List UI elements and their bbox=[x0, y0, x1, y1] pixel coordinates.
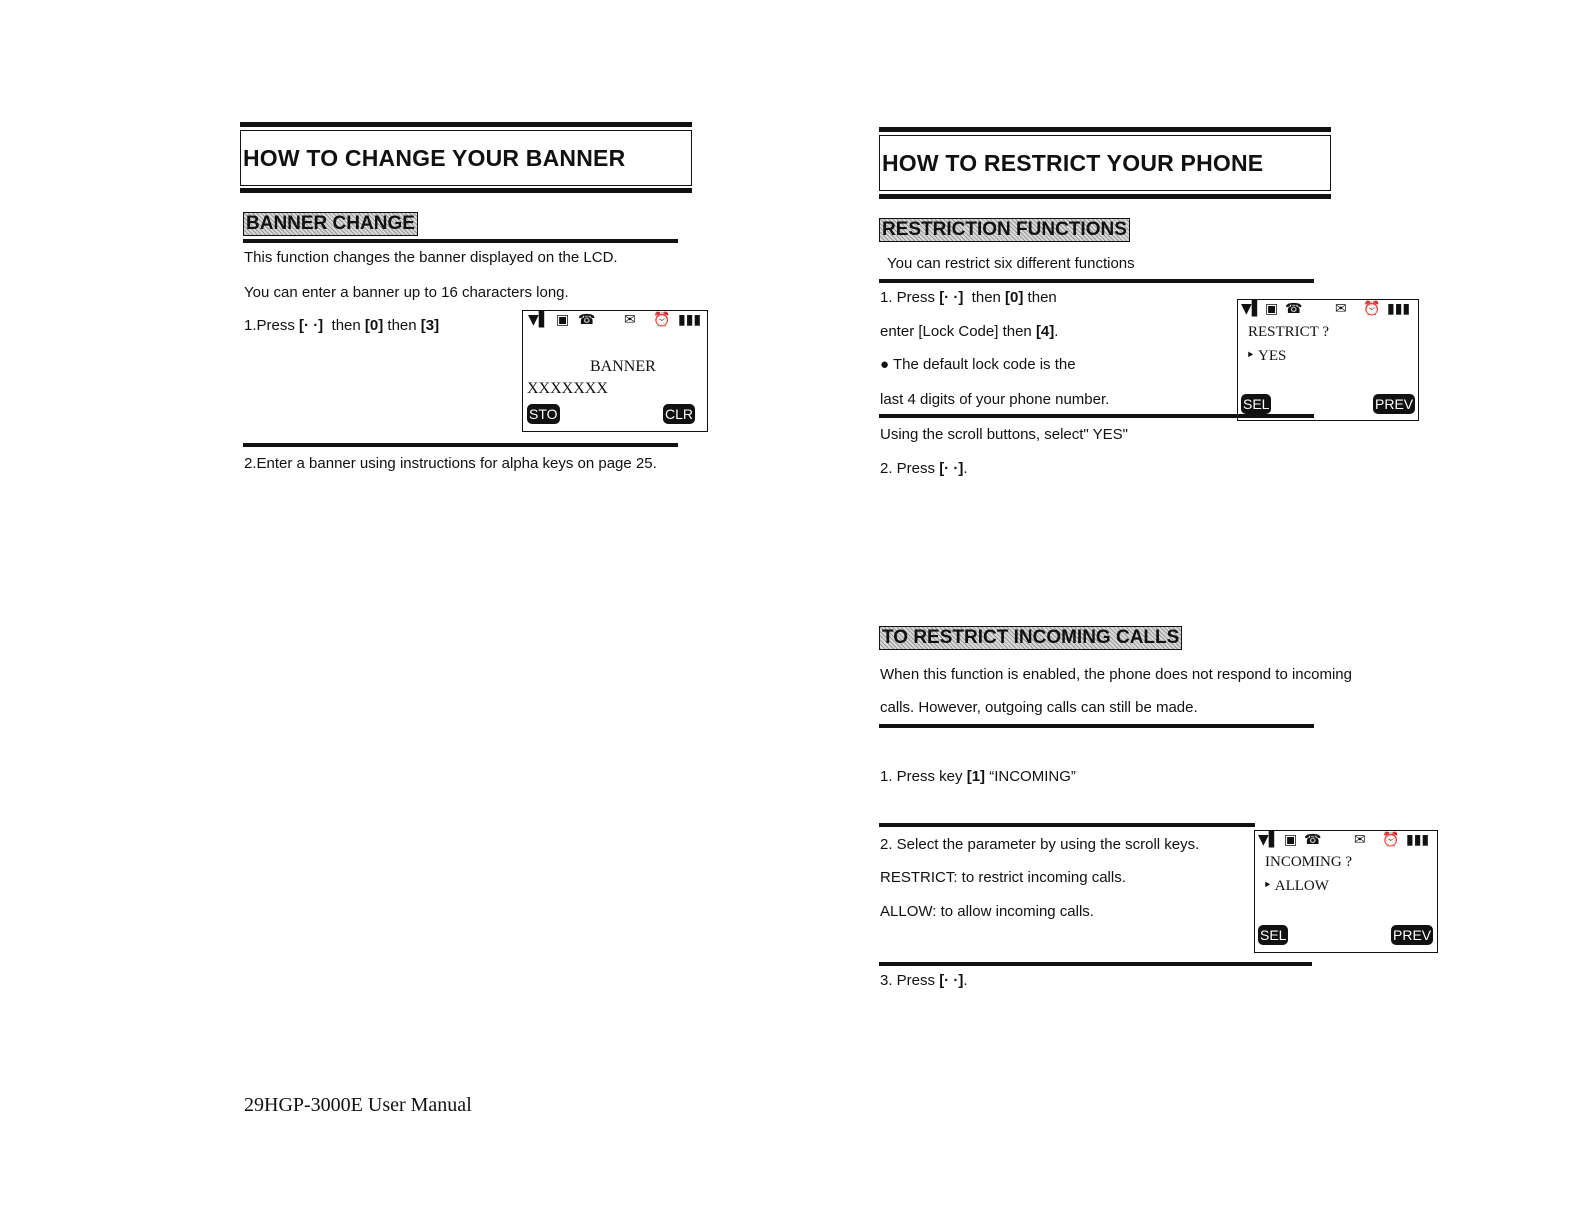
softkey-sel: SEL bbox=[1260, 927, 1287, 943]
phone-icon: ☎ bbox=[1304, 832, 1322, 848]
incoming-step3-text: 3. Press bbox=[880, 972, 940, 989]
softkey-clr: CLR bbox=[665, 406, 694, 422]
phone-icon: ☎ bbox=[1285, 301, 1303, 317]
lcd-line-2: ‣ YES bbox=[1246, 348, 1287, 364]
phone-icon: ☎ bbox=[578, 312, 596, 328]
restrict-step1-text-a: 1. Press bbox=[880, 289, 940, 306]
key-menu: [· ·] bbox=[939, 289, 964, 306]
signal-icon: ▼▌ bbox=[1258, 832, 1280, 848]
roaming-icon: ▣ bbox=[1284, 832, 1298, 848]
incoming-step3 bbox=[880, 972, 968, 989]
footer-manual-title: 29HGP-3000E User Manual bbox=[244, 1094, 472, 1116]
lcd-line-2: XXXXXXX bbox=[527, 380, 608, 397]
key-3: [3] bbox=[420, 317, 440, 334]
scroll-note: Using the scroll buttons, select" YES" bbox=[880, 426, 1128, 443]
roaming-icon: ▣ bbox=[556, 312, 570, 328]
key-menu: [· ·] bbox=[299, 317, 324, 334]
title-top-rule bbox=[879, 127, 1331, 132]
step-1-text-a: 1.Press bbox=[244, 317, 300, 334]
section1-rule bbox=[879, 279, 1314, 283]
title-bottom-rule bbox=[879, 194, 1331, 199]
lcd-display-incoming bbox=[1254, 830, 1438, 953]
roaming-icon: ▣ bbox=[1265, 301, 1279, 317]
step-1-text-b: then bbox=[323, 317, 365, 334]
softkey-sel: SEL bbox=[1243, 396, 1270, 412]
lcd-status-bar bbox=[1241, 301, 1415, 319]
lcd-status-bar bbox=[526, 312, 704, 330]
step-rule bbox=[243, 443, 678, 447]
section2-rule bbox=[879, 724, 1314, 728]
alarm-icon: ⏰ bbox=[653, 312, 671, 328]
battery-icon: ▮▮▮ bbox=[1387, 301, 1411, 317]
restrict-step1-text-c: then bbox=[1023, 289, 1057, 306]
lcd-status-bar bbox=[1258, 832, 1434, 850]
section-heading-banner-change: BANNER CHANGE bbox=[243, 212, 418, 236]
key-0: [0] bbox=[1005, 289, 1024, 306]
battery-icon: ▮▮▮ bbox=[678, 312, 702, 328]
page-title-banner-text: HOW TO CHANGE YOUR BANNER bbox=[243, 144, 626, 171]
restrict-step1-line2 bbox=[880, 323, 1058, 340]
alarm-icon: ⏰ bbox=[1363, 301, 1381, 317]
intro-line-1: This function changes the banner displayed on the LCD. bbox=[244, 249, 618, 266]
signal-icon: ▼▌ bbox=[528, 312, 550, 328]
key-menu: [· ·] bbox=[939, 460, 964, 477]
intro-line-2: You can enter a banner up to 16 characters long. bbox=[244, 284, 569, 301]
key-0: [0] bbox=[364, 317, 384, 334]
envelope-icon: ✉ bbox=[1354, 832, 1366, 848]
restrict-step2 bbox=[880, 460, 968, 477]
step-1 bbox=[244, 317, 439, 334]
restrict-step1-line2-text: enter [Lock Code] then bbox=[880, 323, 1036, 340]
page-title-restrict-text: HOW TO RESTRICT YOUR PHONE bbox=[882, 149, 1264, 176]
step-2: 2.Enter a banner using instructions for alpha keys on page 25. bbox=[244, 455, 657, 472]
title-top-rule bbox=[240, 122, 692, 127]
restrict-step1-text-b: then bbox=[963, 289, 1006, 306]
section-rule bbox=[243, 239, 678, 243]
page-title-banner bbox=[240, 130, 692, 186]
softkey-sto: STO bbox=[529, 406, 558, 422]
restrict-step2-end: . bbox=[963, 460, 968, 477]
lcd-display-restrict bbox=[1237, 299, 1419, 421]
softkey-prev: PREV bbox=[1375, 396, 1414, 412]
step1-rule bbox=[879, 414, 1314, 418]
section2-line1: When this function is enabled, the phone does not respond to incoming bbox=[880, 666, 1352, 683]
section-heading-restrict-incoming: TO RESTRICT INCOMING CALLS bbox=[879, 626, 1182, 650]
section2-line2: calls. However, outgoing calls can still be made. bbox=[880, 699, 1198, 716]
lcd-line-1: RESTRICT ? bbox=[1248, 324, 1329, 340]
lcd-line-1: INCOMING ? bbox=[1265, 854, 1353, 870]
incoming-step3-end: . bbox=[963, 972, 968, 989]
incoming-step2-line2: RESTRICT: to restrict incoming calls. bbox=[880, 869, 1126, 886]
incoming-step1-text: 1. Press key bbox=[880, 768, 967, 785]
restrict-step1-line4: last 4 digits of your phone number. bbox=[880, 391, 1110, 408]
incoming-step3-rule bbox=[879, 962, 1312, 966]
section-heading-restriction-functions: RESTRICTION FUNCTIONS bbox=[879, 218, 1130, 242]
incoming-step2-line1: 2. Select the parameter by using the scroll keys. bbox=[880, 836, 1200, 853]
restrict-step1-line1 bbox=[880, 289, 1057, 306]
restrict-step2-text: 2. Press bbox=[880, 460, 940, 477]
step-1-text-c: then bbox=[383, 317, 421, 334]
incoming-step1 bbox=[880, 768, 1076, 785]
battery-icon: ▮▮▮ bbox=[1406, 832, 1430, 848]
incoming-step2-rule bbox=[879, 823, 1255, 827]
restrict-step1-line3: ● The default lock code is the bbox=[880, 356, 1076, 373]
incoming-step1-end: “INCOMING” bbox=[985, 768, 1076, 785]
lcd-display-banner bbox=[522, 310, 708, 432]
softkey-prev: PREV bbox=[1393, 927, 1432, 943]
key-1: [1] bbox=[966, 768, 986, 785]
key-menu: [· ·] bbox=[939, 972, 964, 989]
signal-icon: ▼▌ bbox=[1241, 301, 1263, 317]
key-4: [4] bbox=[1035, 323, 1055, 340]
lcd-line-1: BANNER bbox=[590, 358, 656, 375]
lcd-line-2: ‣ ALLOW bbox=[1263, 878, 1329, 894]
alarm-icon: ⏰ bbox=[1382, 832, 1400, 848]
restrict-step1-line2-end: . bbox=[1054, 323, 1059, 340]
incoming-step2-line3: ALLOW: to allow incoming calls. bbox=[880, 903, 1094, 920]
envelope-icon: ✉ bbox=[1335, 301, 1347, 317]
title-bottom-rule bbox=[240, 188, 692, 193]
page-title-restrict bbox=[879, 135, 1331, 191]
envelope-icon: ✉ bbox=[624, 312, 636, 328]
section1-intro: You can restrict six different functions bbox=[887, 255, 1135, 272]
